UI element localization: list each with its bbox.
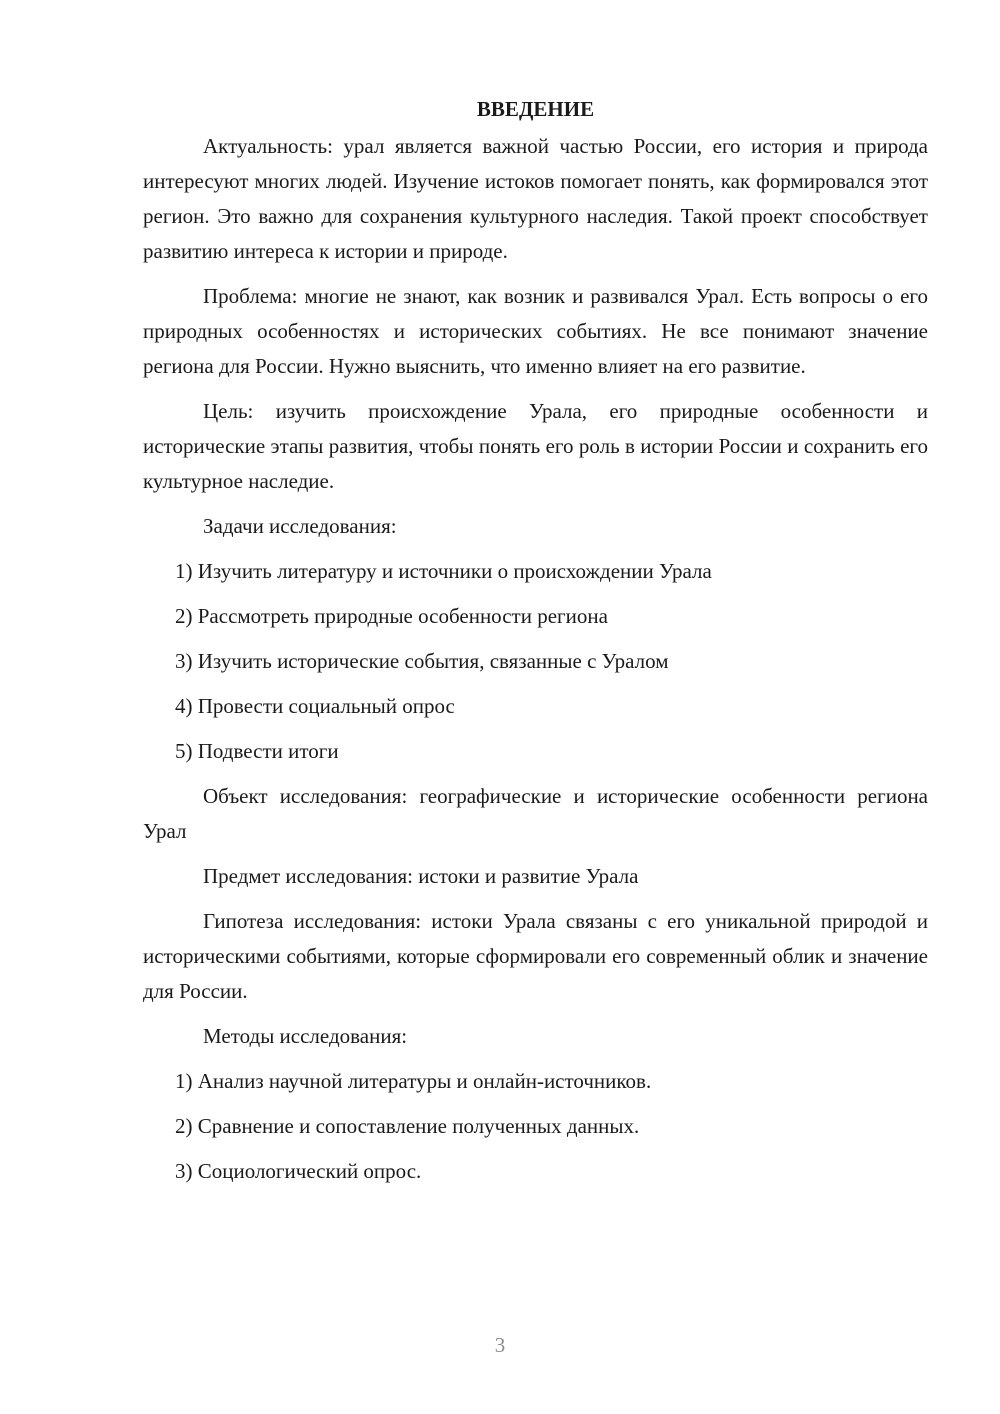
subject-paragraph: Предмет исследования: истоки и развитие Урала — [203, 864, 639, 888]
page-number: 3 — [494, 1333, 506, 1357]
tasks-heading: Задачи исследования: — [203, 514, 397, 538]
method-item: 1) Анализ научной литературы и онлайн-источников. — [175, 1069, 652, 1093]
relevance-paragraph: Актуальность: урал является важной частью России, его история и природа интересуют многих людей. Изучение истоков помогает понять, как формировался этот регион. Это важно для сохранения культурного наследия. Такой проект способствует развитию интереса к истории и природе. — [143, 134, 928, 263]
object-paragraph: Объект исследования: географические и исторические особенности региона Урал — [143, 784, 928, 843]
task-item: 2) Рассмотреть природные особенности региона — [175, 604, 608, 628]
method-item: 2) Сравнение и сопоставление полученных данных. — [175, 1114, 640, 1138]
task-item: 3) Изучить исторические события, связанные с Уралом — [175, 649, 669, 673]
methods-heading: Методы исследования: — [203, 1024, 408, 1048]
task-item: 1) Изучить литературу и источники о происхождении Урала — [175, 559, 712, 583]
goal-paragraph: Цель: изучить происхождение Урала, его природные особенности и исторические этапы развития, чтобы понять его роль в истории России и сохранить его культурное наследие. — [143, 399, 928, 493]
task-item: 4) Провести социальный опрос — [175, 694, 455, 718]
task-item: 5) Подвести итоги — [175, 739, 339, 763]
problem-paragraph: Проблема: многие не знают, как возник и развивался Урал. Есть вопросы о его природных особенностях и исторических событиях. Не все понимают значение региона для России. Нужно выяснить, что именно влияет на его развитие. — [143, 284, 928, 378]
hypothesis-paragraph: Гипотеза исследования: истоки Урала связаны с его уникальной природой и историческими событиями, которые сформировали его современный облик и значение для России. — [143, 909, 928, 1003]
document-page — [143, 92, 928, 1199]
section-heading: ВВЕДЕНИЕ — [476, 97, 595, 121]
method-item: 3) Социологический опрос. — [175, 1159, 422, 1183]
